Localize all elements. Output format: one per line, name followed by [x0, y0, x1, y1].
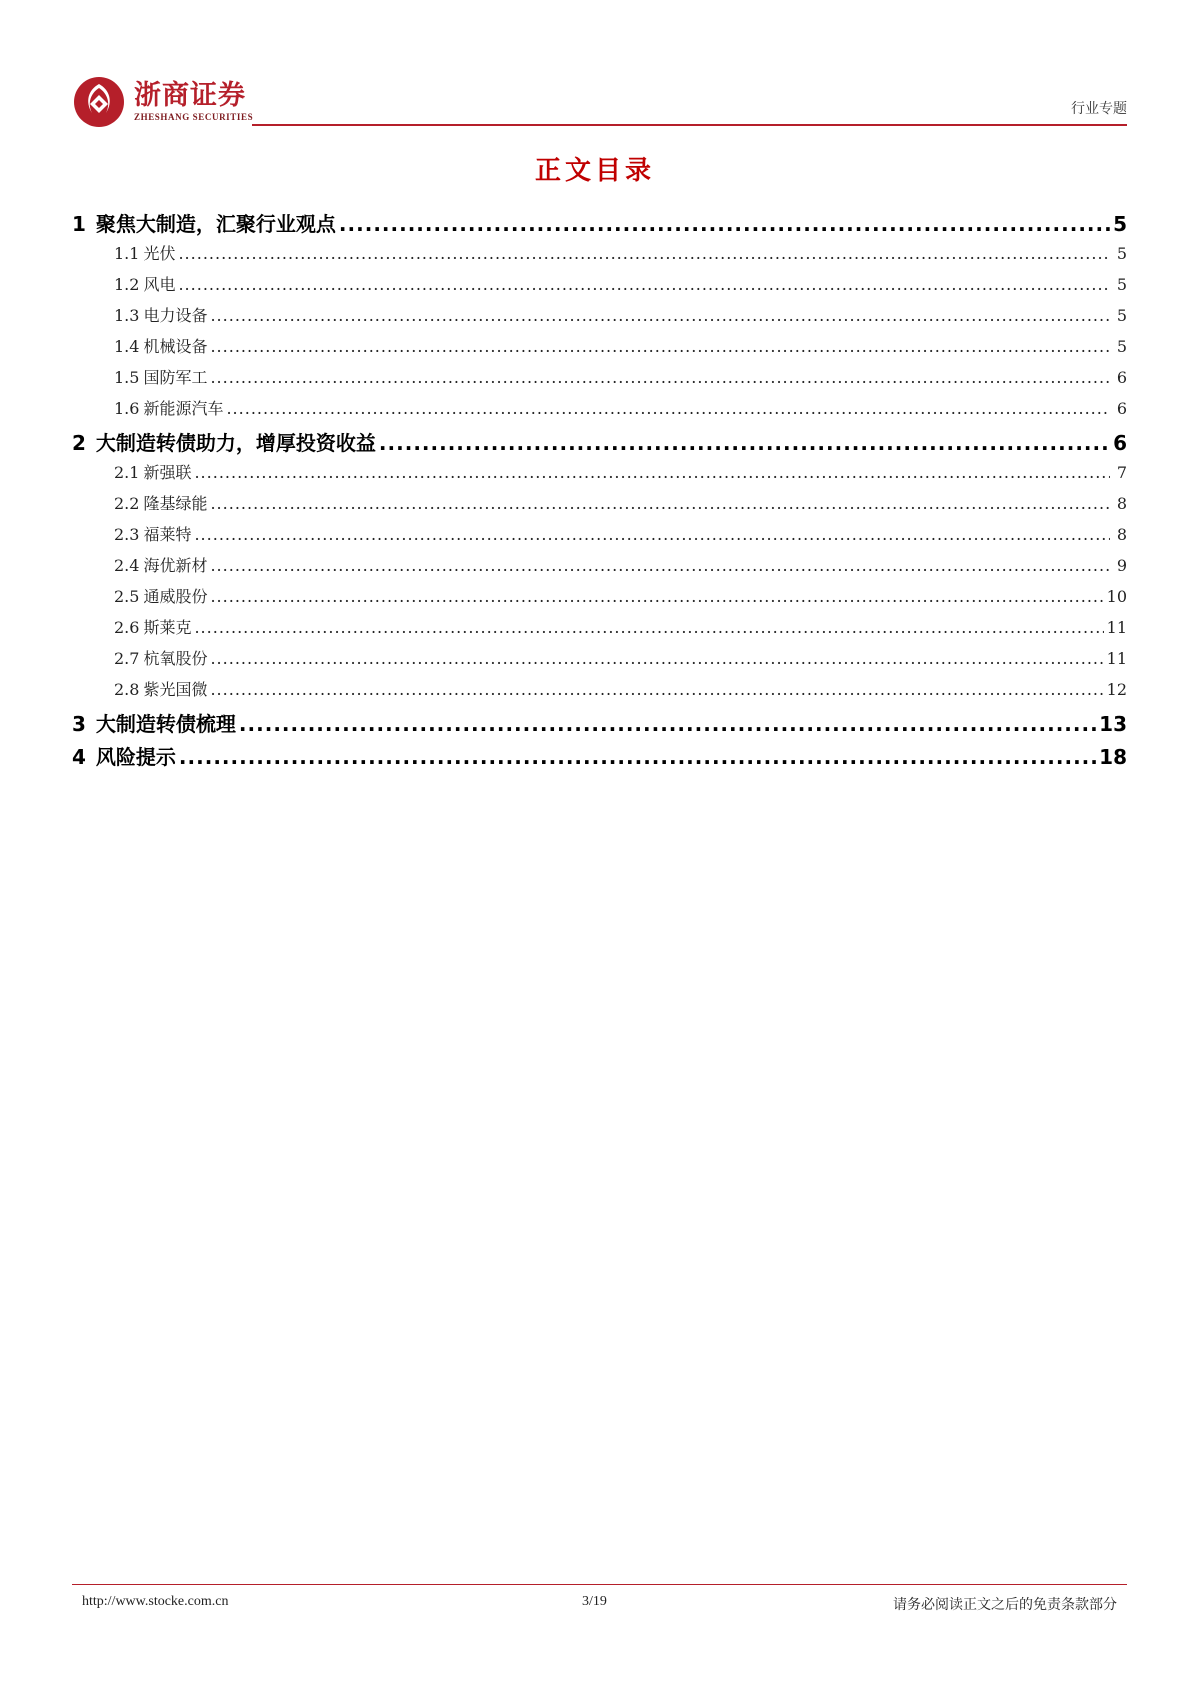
- toc-entry-number: 4: [72, 745, 86, 769]
- table-of-contents: [72, 208, 1127, 774]
- zheshang-logo-icon: [72, 75, 126, 129]
- toc-leader-dots: [210, 306, 1110, 325]
- toc-leader-dots: [178, 244, 1110, 263]
- toc-entry-1-5[interactable]: [72, 365, 1127, 396]
- toc-leader-dots: [379, 431, 1110, 455]
- toc-entry-2-8[interactable]: [72, 677, 1127, 708]
- toc-leader-dots: [178, 275, 1110, 294]
- toc-entry-number: 2.2: [114, 494, 140, 513]
- toc-entry-label: 聚焦大制造，汇聚行业观点: [95, 212, 336, 236]
- toc-entry-label: 大制造转债梳理: [95, 712, 236, 736]
- toc-entry-number: 1.6: [114, 399, 140, 418]
- toc-leader-dots: [210, 556, 1110, 575]
- toc-entry-number: 1.4: [114, 337, 140, 356]
- toc-entry-number: 2.7: [114, 649, 140, 668]
- toc-entry-1-2[interactable]: [72, 272, 1127, 303]
- toc-entry-number: 1.5: [114, 368, 140, 387]
- toc-entry-page: 9: [1116, 556, 1127, 575]
- logo-chinese-name: 浙商证券: [134, 80, 246, 111]
- toc-entry-page: 11: [1106, 649, 1127, 668]
- toc-entry-number: 1.3: [114, 306, 140, 325]
- toc-leader-dots: [210, 337, 1110, 356]
- toc-entry-page: 5: [1116, 275, 1127, 294]
- toc-entry-1-1[interactable]: [72, 241, 1127, 272]
- toc-entry-page: 5: [1116, 306, 1127, 325]
- toc-entry-page: 8: [1116, 494, 1127, 513]
- toc-leader-dots: [179, 745, 1096, 769]
- toc-entry-2-6[interactable]: [72, 615, 1127, 646]
- toc-entry-label: 电力设备: [143, 306, 208, 325]
- toc-entry-page: 13: [1099, 712, 1127, 736]
- toc-leader-dots: [210, 494, 1110, 513]
- toc-entry-page: 6: [1113, 431, 1127, 455]
- toc-entry-page: 7: [1116, 463, 1127, 482]
- toc-leader-dots: [194, 618, 1103, 637]
- toc-leader-dots: [210, 680, 1103, 699]
- toc-entry-2-4[interactable]: [72, 553, 1127, 584]
- toc-entry-2-7[interactable]: [72, 646, 1127, 677]
- toc-entry-label: 风险提示: [95, 745, 176, 769]
- toc-entry-label: 机械设备: [143, 337, 208, 356]
- logo-english-name: ZHESHANG SECURITIES: [134, 112, 254, 122]
- toc-entry-label: 杭氧股份: [143, 649, 208, 668]
- toc-entry-1-3[interactable]: [72, 303, 1127, 334]
- toc-leader-dots: [194, 525, 1110, 544]
- toc-entry-number: 2.8: [114, 680, 140, 699]
- toc-entry-3[interactable]: [72, 708, 1127, 741]
- document-type: 行业专题: [1071, 101, 1127, 117]
- toc-entry-page: 6: [1116, 368, 1127, 387]
- toc-entry-label: 新能源汽车: [143, 399, 224, 418]
- toc-entry-number: 1: [72, 212, 86, 236]
- toc-entry-number: 2.6: [114, 618, 140, 637]
- toc-entry-4[interactable]: [72, 741, 1127, 774]
- toc-entry-number: 3: [72, 712, 86, 736]
- toc-entry-label: 通威股份: [143, 587, 208, 606]
- toc-leader-dots: [210, 587, 1103, 606]
- toc-entry-label: 光伏: [143, 244, 176, 263]
- toc-entry-number: 2.1: [114, 463, 140, 482]
- toc-entry-2-3[interactable]: [72, 522, 1127, 553]
- toc-entry-number: 2: [72, 431, 86, 455]
- toc-leader-dots: [210, 649, 1103, 668]
- page-number: 3/19: [582, 1594, 607, 1609]
- toc-entry-2-5[interactable]: [72, 584, 1127, 615]
- toc-entry-label: 隆基绿能: [143, 494, 208, 513]
- toc-leader-dots: [239, 712, 1096, 736]
- toc-leader-dots: [339, 212, 1110, 236]
- toc-entry-number: 2.3: [114, 525, 140, 544]
- toc-entry-page: 5: [1116, 244, 1127, 263]
- toc-leader-dots: [194, 463, 1110, 482]
- toc-entry-page: 10: [1106, 587, 1127, 606]
- page-footer: [72, 1584, 1127, 1624]
- toc-entry-number: 1.2: [114, 275, 140, 294]
- toc-entry-page: 18: [1099, 745, 1127, 769]
- toc-entry-label: 国防军工: [143, 368, 208, 387]
- toc-entry-1-6[interactable]: [72, 396, 1127, 427]
- footer-website-link[interactable]: http://www.stocke.com.cn: [82, 1594, 229, 1609]
- toc-entry-page: 8: [1116, 525, 1127, 544]
- toc-entry-1-4[interactable]: [72, 334, 1127, 365]
- toc-entry-page: 5: [1116, 337, 1127, 356]
- toc-entry-label: 海优新材: [143, 556, 208, 575]
- toc-entry-label: 福莱特: [143, 525, 192, 544]
- toc-entry-page: 6: [1116, 399, 1127, 418]
- toc-entry-number: 2.5: [114, 587, 140, 606]
- toc-entry-2[interactable]: [72, 427, 1127, 460]
- toc-entry-label: 斯莱克: [143, 618, 192, 637]
- toc-entry-label: 紫光国微: [143, 680, 208, 699]
- toc-entry-label: 风电: [143, 275, 176, 294]
- toc-entry-page: 11: [1106, 618, 1127, 637]
- toc-entry-page: 5: [1113, 212, 1127, 236]
- toc-leader-dots: [210, 368, 1110, 387]
- disclaimer-note: 请务必阅读正文之后的免责条款部分: [893, 1597, 1117, 1613]
- toc-entry-label: 大制造转债助力，增厚投资收益: [95, 431, 376, 455]
- toc-entry-1[interactable]: [72, 208, 1127, 241]
- toc-entry-2-1[interactable]: [72, 460, 1127, 491]
- toc-leader-dots: [226, 399, 1110, 418]
- page-header: [72, 70, 1127, 130]
- company-logo: [72, 76, 253, 128]
- toc-title: 正文目录: [534, 156, 655, 186]
- toc-entry-number: 1.1: [114, 244, 140, 263]
- header-divider: [252, 124, 1127, 126]
- footer-divider: [72, 1584, 1127, 1585]
- toc-entry-page: 12: [1106, 680, 1127, 699]
- toc-entry-number: 2.4: [114, 556, 140, 575]
- toc-entry-2-2[interactable]: [72, 491, 1127, 522]
- toc-entry-label: 新强联: [143, 463, 192, 482]
